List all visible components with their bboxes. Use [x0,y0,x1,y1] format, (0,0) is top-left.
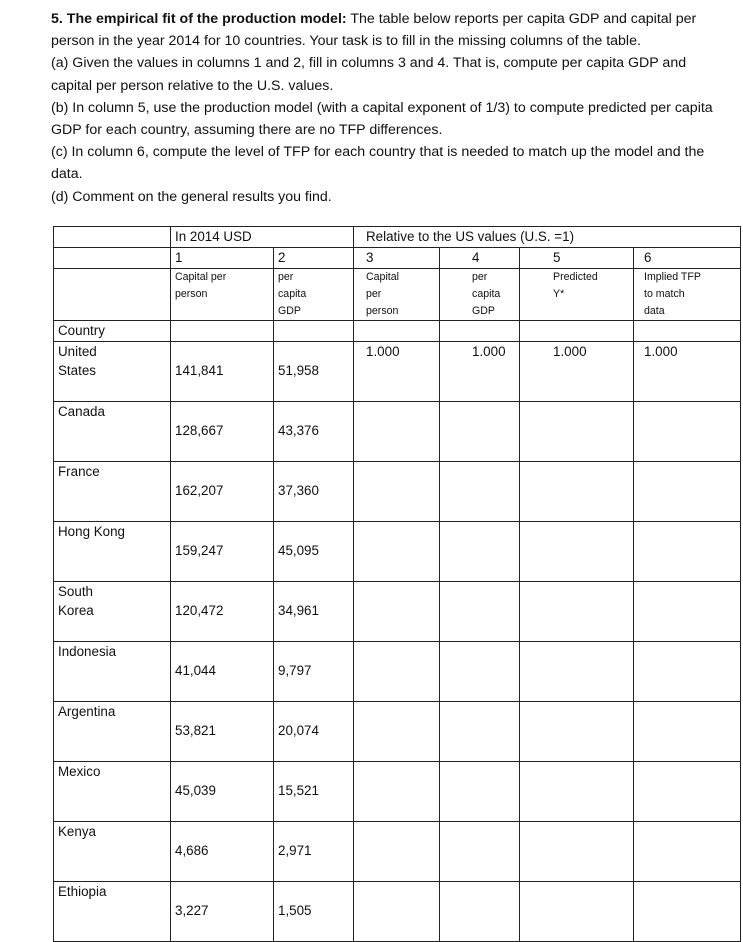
country-header-row [54,321,741,342]
problem-number: 5. [51,11,63,27]
relative-gdp-value: 1.000 [440,342,520,402]
problem-statement [51,8,731,208]
col-desc-4: per capita GDP [440,269,520,321]
header-relative: Relative to the US values (U.S. =1) [354,227,741,248]
country-name: France [54,462,171,522]
country-name: Ethiopia [54,882,171,942]
header-usd: In 2014 USD [171,227,354,248]
table-row [54,702,741,762]
capital-value: 162,207 [171,462,274,522]
table-row [54,582,741,642]
capital-value: 45,039 [171,762,274,822]
table-row [54,642,741,702]
col-desc-5: Predicted Y* [520,269,634,321]
relative-capital-value: 1.000 [354,342,440,402]
col-desc-6: Implied TFP to match data [634,269,741,321]
capital-value: 159,247 [171,522,274,582]
capital-value: 141,841 [171,342,274,402]
part-c: (c) In column 6, compute the level of TFP for each country that is needed to match up the model and the data. [51,144,705,183]
col-number-1: 1 [171,248,274,269]
column-description-row [54,269,741,321]
capital-value: 3,227 [171,882,274,942]
part-a: (a) Given the values in columns 1 and 2, fill in columns 3 and 4. That is, compute per capita GDP and capital per person relative to the U.S. values. [51,55,687,94]
col-desc-3: Capital per person [354,269,440,321]
col-number-5: 5 [520,248,634,269]
country-name: United States [54,342,171,402]
gdp-value: 1,505 [274,882,354,942]
country-data-table [53,226,741,942]
table-row [54,402,741,462]
problem-intro [51,8,731,52]
problem-intro-text: The table below reports per capita GDP and capital per person in the year 2014 for 10 countries. Your task is to fill in the missing columns of the table. [51,11,697,50]
col-desc-1: Capital per person [171,269,274,321]
capital-value: 4,686 [171,822,274,882]
col-number-4: 4 [440,248,520,269]
col-number-3: 3 [354,248,440,269]
problem-title: The empirical fit of the production model: [66,11,347,27]
country-name: South Korea [54,582,171,642]
table-row [54,882,741,942]
part-d: (d) Comment on the general results you find. [51,188,332,205]
country-name: Hong Kong [54,522,171,582]
capital-value: 53,821 [171,702,274,762]
part-b: (b) In column 5, use the production model (with a capital exponent of 1/3) to compute predicted per capita GDP for each country, assuming there are no TFP differences. [51,99,713,139]
gdp-value: 15,521 [274,762,354,822]
table-row [54,822,741,882]
country-name: Argentina [54,702,171,762]
gdp-value: 51,958 [274,342,354,402]
capital-value: 120,472 [171,582,274,642]
gdp-value: 34,961 [274,582,354,642]
col-desc-2: per capita GDP [274,269,354,321]
country-name: Canada [54,402,171,462]
tfp-value: 1.000 [634,342,741,402]
group-header-row [54,227,741,248]
gdp-value: 43,376 [274,402,354,462]
country-name: Indonesia [54,642,171,702]
country-name: Mexico [54,762,171,822]
gdp-value: 45,095 [274,522,354,582]
table-row [54,342,741,402]
col-number-6: 6 [634,248,741,269]
gdp-value: 37,360 [274,462,354,522]
gdp-value: 9,797 [274,642,354,702]
country-name: Kenya [54,822,171,882]
table-row [54,522,741,582]
country-header: Country [54,321,171,342]
capital-value: 128,667 [171,402,274,462]
predicted-value: 1.000 [520,342,634,402]
gdp-value: 20,074 [274,702,354,762]
gdp-value: 2,971 [274,822,354,882]
col-number-2: 2 [274,248,354,269]
column-number-row [54,248,741,269]
table-row [54,462,741,522]
capital-value: 41,044 [171,642,274,702]
